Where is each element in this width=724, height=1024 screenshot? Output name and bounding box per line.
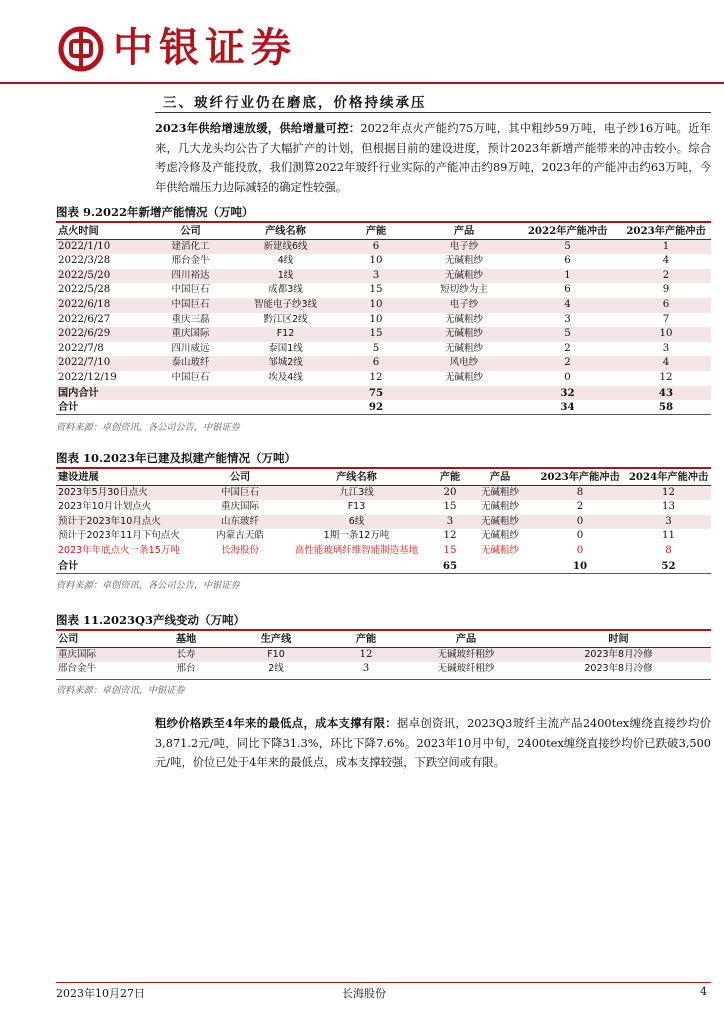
header-divider xyxy=(0,82,724,84)
table-cell: 1 xyxy=(621,239,711,254)
table-cell: 高性能玻璃纤维智能制造基地 xyxy=(294,544,419,556)
table-header-cell: 产品 xyxy=(466,470,534,485)
table-header-cell: 2023年产能冲击 xyxy=(621,224,711,239)
table-cell xyxy=(201,559,279,574)
paragraph-supply xyxy=(155,119,711,197)
table-cell: 邢台 xyxy=(176,663,196,675)
table-cell: 5 xyxy=(514,239,621,254)
table-cell: 0 xyxy=(534,515,626,530)
figure-10-table xyxy=(56,470,711,573)
table-header-cell: 基地 xyxy=(146,632,226,647)
table-cell: 2 xyxy=(514,356,621,371)
table-header-cell: 点火时间 xyxy=(56,224,148,239)
table-row xyxy=(56,283,711,298)
table-cell: F10 xyxy=(226,647,326,662)
table-cell: 0 xyxy=(564,371,571,383)
table-cell: 6 xyxy=(621,298,711,313)
table-row xyxy=(56,500,711,515)
table-cell: 3 xyxy=(434,515,466,530)
table-cell: 中国巨石 xyxy=(171,371,210,383)
table-cell: 国内合计 xyxy=(56,386,148,401)
figure-11-table xyxy=(56,632,711,677)
table-row xyxy=(56,529,711,544)
table-cell: 10 xyxy=(338,298,414,313)
table-cell: 4 xyxy=(514,298,621,313)
table-header-cell: 公司 xyxy=(201,470,279,485)
table-cell: 合计 xyxy=(58,401,79,414)
table-header-cell: 2024年产能冲击 xyxy=(626,470,711,485)
paragraph-price-body: 据卓创资讯，2023Q3玻纤主流产品2400tex缠绕直接纱均价3,871.2元/吨，同比下降31.3%，环比下降7.6%。2023年10月中旬，2400tex缠绕直接纱均价已跌破3,500元/吨，价位已处于4年来的最低点，成本支撑较强，下跌空间或有限。 xyxy=(155,717,711,769)
table-cell: 无碱粗纱 xyxy=(480,501,519,513)
figure-10-rule xyxy=(56,467,711,469)
table-total-row xyxy=(56,559,711,574)
table-cell: 2线 xyxy=(268,663,284,675)
table-cell: 3 xyxy=(338,269,414,284)
table-cell: 10 xyxy=(621,327,711,342)
table-cell: 2 xyxy=(621,269,711,284)
table-cell: 12 xyxy=(626,485,711,500)
table-header-cell: 公司 xyxy=(56,632,146,647)
table-cell xyxy=(233,400,338,415)
figure-11-source: 资料来源：卓创资讯，中银证券 xyxy=(56,685,185,696)
table-header-cell: 产线名称 xyxy=(279,470,434,485)
table-cell: 新建线6线 xyxy=(233,239,338,254)
table-cell: 邢台金牛 xyxy=(171,255,210,267)
table-cell: 无碱粗纱 xyxy=(444,371,483,383)
table-cell: 电子纱 xyxy=(414,298,514,313)
table-cell: 2022/6/18 xyxy=(56,298,148,313)
table-cell: 合计 xyxy=(58,559,79,572)
table-cell: 8 xyxy=(534,485,626,500)
table-cell: 12 xyxy=(443,530,457,542)
table-cell: 无碱粗纱 xyxy=(444,255,483,267)
table-cell: 32 xyxy=(514,386,621,401)
table-cell: 2022/6/29 xyxy=(56,327,148,342)
table-cell: F13 xyxy=(347,501,366,513)
table-cell: 九江3线 xyxy=(279,485,434,500)
table-header-row xyxy=(56,470,711,485)
table-cell: 34 xyxy=(560,401,575,414)
footer-company: 长海股份 xyxy=(342,987,386,1000)
footer-divider xyxy=(56,982,711,983)
figure-10-source: 资料来源：卓创资讯，各公司公告，中银证券 xyxy=(56,580,240,591)
table-cell: 6线 xyxy=(279,515,434,530)
table-cell: 建滔化工 xyxy=(148,239,233,254)
table-header-row xyxy=(56,632,711,647)
table-cell: 8 xyxy=(665,544,672,556)
table-cell xyxy=(148,400,233,415)
table-cell: F12 xyxy=(233,327,338,342)
table-cell: 邹城2线 xyxy=(233,356,338,371)
table-cell: 2023年5月30日点火 xyxy=(56,485,201,500)
table-cell: 山东玻纤 xyxy=(201,515,279,530)
table-cell xyxy=(233,386,338,401)
table-cell: 0 xyxy=(576,544,584,556)
table-cell: 15 xyxy=(338,327,414,342)
table-header-cell: 产能 xyxy=(338,224,414,239)
table-row xyxy=(56,239,711,254)
table-cell: 2022/12/19 xyxy=(58,371,117,383)
table-cell: 2023年8月冷修 xyxy=(526,647,711,662)
table-cell: 2022/5/28 xyxy=(58,284,111,296)
table-header-cell: 产品 xyxy=(406,632,526,647)
table-cell: 6 xyxy=(338,239,414,254)
figure-9-source: 资料来源：卓创资讯，各公司公告，中银证券 xyxy=(56,422,240,433)
table-cell: 无碱粗纱 xyxy=(466,485,534,500)
section-title: 三、玻纤行业仍在磨底，价格持续承压 xyxy=(163,95,427,111)
table-row xyxy=(56,356,711,371)
table-cell: 4线 xyxy=(277,255,294,267)
table-header-cell: 生产线 xyxy=(226,632,326,647)
table-row xyxy=(56,313,711,328)
table-cell: 11 xyxy=(662,530,675,542)
table-cell: 15 xyxy=(369,284,383,296)
table-cell: 10 xyxy=(369,255,383,267)
table-cell: 5 xyxy=(514,327,621,342)
table-header-cell: 2022年产能冲击 xyxy=(514,224,621,239)
table-cell: 智能电子纱3线 xyxy=(233,298,338,313)
table-cell: 邢台金牛 xyxy=(58,663,97,675)
table-header-cell: 产能 xyxy=(326,632,406,647)
table-cell: 重庆国际 xyxy=(220,501,259,513)
table-cell: 2022/7/10 xyxy=(56,356,148,371)
figure-10-title: 图表 10.2023年已建及拟建产能情况（万吨） xyxy=(56,451,297,465)
table-cell: 泰国1线 xyxy=(268,342,303,354)
table-header-cell: 产线名称 xyxy=(233,224,338,239)
table-header-cell: 2023年产能冲击 xyxy=(534,470,626,485)
table-cell: 2022/5/20 xyxy=(56,269,148,284)
table-cell: 2 xyxy=(576,501,584,513)
table-cell: 75 xyxy=(338,386,414,401)
table-cell: 重庆国际 xyxy=(148,327,233,342)
table-cell: 无碱玻纤粗纱 xyxy=(406,647,526,662)
table-cell: 1 xyxy=(514,269,621,284)
table-cell: 无碱粗纱 xyxy=(480,544,519,556)
table-cell: 20 xyxy=(434,485,466,500)
table-row xyxy=(56,515,711,530)
table-cell: 12 xyxy=(659,371,673,383)
table-cell: 15 xyxy=(443,544,457,556)
footer-date: 2023年10月27日 xyxy=(56,987,145,1000)
table-cell: 2022/6/27 xyxy=(58,313,111,325)
table-cell: 1期一条12万吨 xyxy=(323,530,390,542)
table-row xyxy=(56,544,711,559)
brand-name: 中银证券 xyxy=(113,25,297,71)
table-row xyxy=(56,254,711,269)
table-header-cell: 产能 xyxy=(434,470,466,485)
table-cell: 四川威远 xyxy=(171,342,210,354)
table-cell: 6 xyxy=(338,356,414,371)
table-cell: 58 xyxy=(658,401,674,414)
figure-11-bottom-rule xyxy=(56,679,711,680)
table-cell: 泰山玻纤 xyxy=(148,356,233,371)
table-cell: 2022/7/8 xyxy=(58,342,104,354)
table-cell: 12 xyxy=(369,371,383,383)
paragraph-supply-body: 2022年点火产能约75万吨，其中粗纱59万吨，电子纱16万吨。近年来，几大龙头均公告了大幅扩产的计划，但根据目前的建设进度，预计2023年新增产能带来的冲击较小。综合考虑冷修及产能投放，我们测算2022年玻纤行业实际的产能冲击约89万吨，2023年的产能冲击约63万吨，今年供给端压力边际减轻的确定性较强。 xyxy=(155,122,711,194)
table-cell: 中国巨石 xyxy=(148,298,233,313)
table-cell: 6 xyxy=(564,255,571,267)
table-cell: 3 xyxy=(564,313,571,325)
table-row xyxy=(56,298,711,313)
table-cell xyxy=(414,386,514,401)
table-row xyxy=(56,371,711,386)
table-cell: 无碱粗纱 xyxy=(414,269,514,284)
table-cell: 长海股份 xyxy=(220,544,259,556)
table-cell: 12 xyxy=(326,647,406,662)
table-cell: 重庆三磊 xyxy=(171,313,210,325)
table-cell xyxy=(414,400,514,415)
table-cell: 4 xyxy=(662,255,670,267)
figure-9-table xyxy=(56,224,711,415)
bank-of-china-logo-icon xyxy=(58,26,104,72)
figure-10-bottom-rule xyxy=(56,573,711,574)
table-cell: 埃及4线 xyxy=(268,371,303,383)
table-cell: 预计于2023年10月点火 xyxy=(56,515,201,530)
figure-11-title: 图表 11.2023Q3产线变动（万吨） xyxy=(56,613,246,627)
table-total-row xyxy=(56,386,711,401)
table-header-row xyxy=(56,224,711,239)
table-row xyxy=(56,269,711,284)
figure-9-rule xyxy=(56,221,711,223)
table-cell: 2 xyxy=(564,342,571,354)
section-divider xyxy=(155,112,711,113)
table-cell: 无碱粗纱 xyxy=(480,530,519,542)
figure-11-rule xyxy=(56,629,711,631)
table-cell: 52 xyxy=(661,559,676,572)
table-row xyxy=(56,647,711,662)
table-header-cell: 产品 xyxy=(414,224,514,239)
figure-9-title: 图表 9.2022年新增产能情况（万吨） xyxy=(56,205,254,219)
table-cell: 无碱粗纱 xyxy=(414,327,514,342)
table-cell: 短切纱为主 xyxy=(440,284,488,296)
table-cell: 65 xyxy=(442,559,458,572)
table-cell: 风电纱 xyxy=(414,356,514,371)
table-cell: 预计于2023年11月下旬点火 xyxy=(58,530,180,542)
table-row xyxy=(56,485,711,500)
paragraph-supply-lead: 2023年供给增速放缓，供给增量可控： xyxy=(155,121,361,135)
table-cell: 黔江区2线 xyxy=(263,313,308,325)
table-cell: 中国巨石 xyxy=(171,284,210,296)
table-cell: 长寿 xyxy=(146,647,226,662)
table-cell: 9 xyxy=(662,284,670,296)
table-cell: 4 xyxy=(621,356,711,371)
table-cell: 6 xyxy=(564,284,571,296)
footer-page-number: 4 xyxy=(700,985,707,998)
table-cell: 2022/3/28 xyxy=(58,255,111,267)
table-cell: 15 xyxy=(443,501,457,513)
table-cell: 中国巨石 xyxy=(201,485,279,500)
table-row xyxy=(56,342,711,357)
table-cell: 43 xyxy=(621,386,711,401)
table-header-cell: 建设进展 xyxy=(56,470,201,485)
table-cell: 10 xyxy=(572,559,588,572)
table-cell: 2023年8月冷修 xyxy=(584,663,653,675)
table-cell: 成都3线 xyxy=(268,284,303,296)
table-cell: 重庆国际 xyxy=(56,647,146,662)
table-header-cell: 公司 xyxy=(148,224,233,239)
page-header xyxy=(0,0,724,80)
table-cell: 四川裕达 xyxy=(148,269,233,284)
table-cell xyxy=(279,559,434,574)
table-cell: 5 xyxy=(372,342,380,354)
table-cell: 92 xyxy=(368,401,384,414)
table-cell: 无碱玻纤粗纱 xyxy=(437,663,495,675)
table-cell: 无碱粗纱 xyxy=(444,342,483,354)
table-cell: 0 xyxy=(576,530,584,542)
table-cell: 2023年年底点火一条15万吨 xyxy=(58,544,180,556)
table-cell: 无碱粗纱 xyxy=(444,313,483,325)
figure-9-bottom-rule xyxy=(56,414,711,415)
table-cell: 电子纱 xyxy=(414,239,514,254)
table-row xyxy=(56,327,711,342)
table-cell: 3 xyxy=(662,342,670,354)
table-cell xyxy=(148,386,233,401)
table-cell: 2023年10月计划点火 xyxy=(58,501,152,513)
table-cell: 内蒙古天皓 xyxy=(216,530,264,542)
table-cell: 无碱粗纱 xyxy=(466,515,534,530)
paragraph-price-lead: 粗纱价格跌至4年来的最低点，成本支撑有限： xyxy=(155,716,397,730)
table-total-row xyxy=(56,400,711,415)
table-header-cell: 时间 xyxy=(526,632,711,647)
table-cell: 2022/1/10 xyxy=(56,239,148,254)
table-cell: 3 xyxy=(626,515,711,530)
table-cell: 13 xyxy=(662,501,675,513)
table-cell: 3 xyxy=(362,663,370,675)
table-cell: 7 xyxy=(662,313,670,325)
table-row xyxy=(56,662,711,677)
paragraph-price xyxy=(155,714,711,773)
table-cell: 10 xyxy=(369,313,383,325)
table-cell: 1线 xyxy=(233,269,338,284)
table-cell xyxy=(466,559,534,574)
